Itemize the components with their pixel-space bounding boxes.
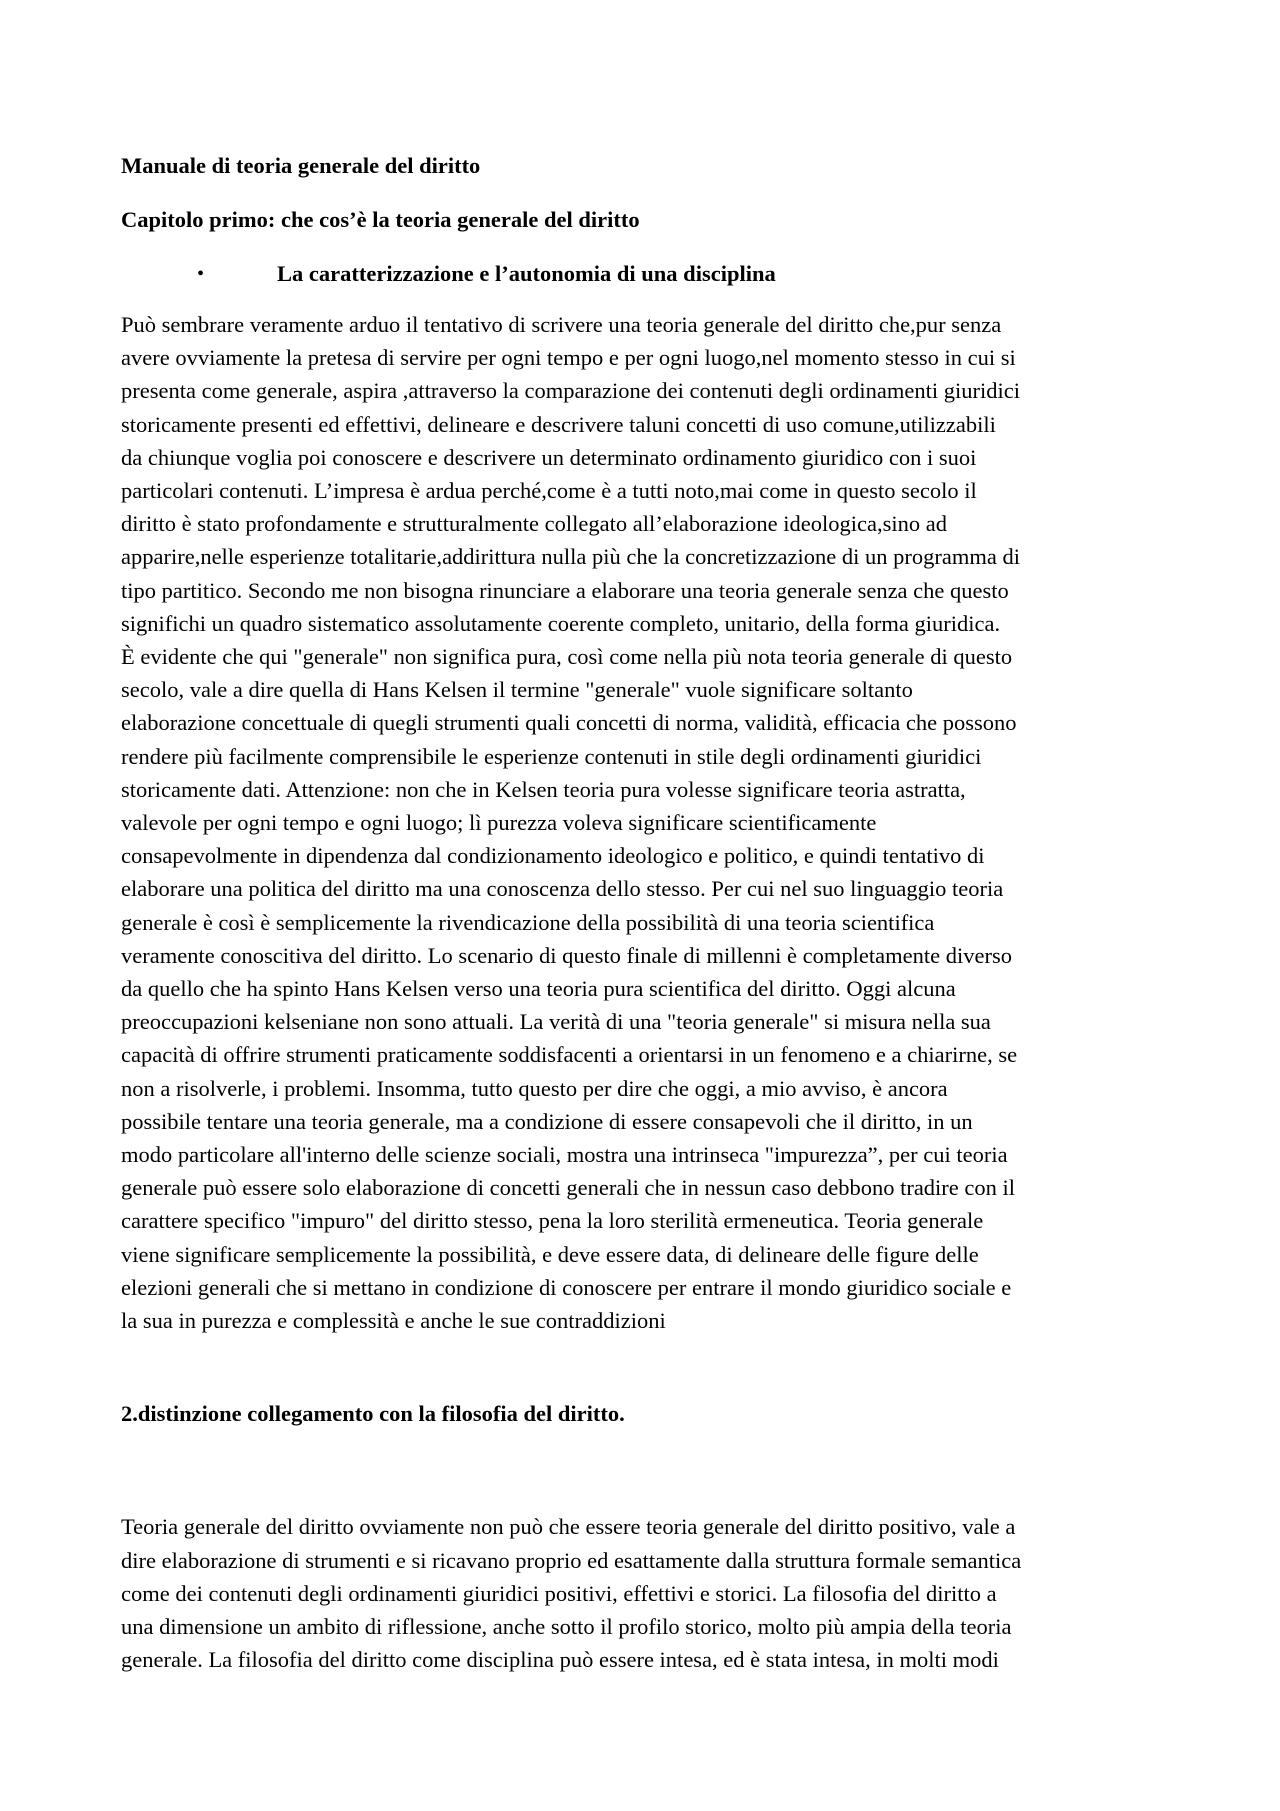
bullet-icon: • [197, 263, 205, 285]
text-line: modo particolare all'interno delle scienze sociali, mostra una intrinseca "impurezza”, per cui teoria [121, 1142, 1008, 1168]
document-title: Manuale di teoria generale del diritto [121, 153, 481, 178]
text-line: viene significare semplicemente la possibilità, e deve essere data, di delineare delle figure delle [121, 1241, 979, 1267]
text-line: da chiunque voglia poi conoscere e descrivere un determinato ordinamento giuridico con i suoi [121, 444, 977, 470]
section-2-heading: 2.distinzione collegamento con la filosofia del diritto. [121, 1401, 625, 1427]
bullet-heading: La caratterizzazione e l’autonomia di una disciplina [277, 261, 776, 286]
text-line: valevole per ogni tempo e ogni luogo; lì purezza voleva significare scientificamente [121, 810, 877, 836]
bullet-heading-row [121, 258, 1166, 290]
text-line: rendere più facilmente comprensibile le esperienze contenuti in stile degli ordinamenti giuridici [121, 743, 982, 769]
text-line: come dei contenuti degli ordinamenti giuridici positivi, effettivi e storici. La filosofia del diritto a [121, 1580, 997, 1606]
text-line: storicamente dati. Attenzione: non che in Kelsen teoria pura volesse significare teoria astratta, [121, 776, 966, 802]
text-line: consapevolmente in dipendenza dal condizionamento ideologico e politico, e quindi tentativo di [121, 843, 985, 869]
text-line: secolo, vale a dire quella di Hans Kelsen il termine "generale" vuole significare soltanto [121, 677, 913, 703]
text-line: Può sembrare veramente arduo il tentativo di scrivere una teoria generale del diritto che,pur senza [121, 312, 1002, 337]
paragraph-2 [121, 1510, 1166, 1676]
text-line: tipo partitico. Secondo me non bisogna rinunciare a elaborare una teoria generale senza che questo [121, 577, 1009, 603]
text-line: presenta come generale, aspira ,attraverso la comparazione dei contenuti degli ordinamenti giuridici [121, 378, 1021, 404]
text-line: generale. La filosofia del diritto come disciplina può essere intesa, ed è stata intesa, in molti modi [121, 1647, 999, 1673]
text-line: carattere specifico "impuro" del diritto stesso, pena la loro sterilità ermeneutica. Teoria generale [121, 1208, 984, 1234]
text-line: particolari contenuti. L’impresa è ardua perché,come è a tutti noto,mai come in questo secolo il [121, 478, 977, 504]
text-line: diritto è stato profondamente e strutturalmente collegato all’elaborazione ideologica,sino ad [121, 511, 947, 537]
text-line: una dimensione un ambito di riflessione, anche sotto il profilo storico, molto più ampia della teoria [121, 1613, 1012, 1639]
text-line: generale può essere solo elaborazione di concetti generali che in nessun caso debbono tradire con il [121, 1175, 1016, 1201]
text-line: Teoria generale del diritto ovviamente non può che essere teoria generale del diritto positivo, vale a [121, 1514, 1016, 1540]
text-line: elaborare una politica del diritto ma una conoscenza dello stesso. Per cui nel suo linguaggio teoria [121, 876, 1004, 902]
text-line: significhi un quadro sistematico assolutamente coerente completo, unitario, della forma giuridica. [121, 610, 1001, 636]
text-line: preoccupazioni kelseniane non sono attuali. La verità di una "teoria generale" si misura nella sua [121, 1009, 991, 1035]
text-line: generale è così è semplicemente la rivendicazione della possibilità di una teoria scientifica [121, 909, 935, 935]
chapter-heading: Capitolo primo: che cos’è la teoria generale del diritto [121, 207, 640, 232]
document-content [121, 150, 1166, 1676]
text-line: da quello che ha spinto Hans Kelsen verso una teoria pura scientifica del diritto. Oggi alcuna [121, 976, 956, 1002]
text-line: È evidente che qui "generale" non significa pura, così come nella più nota teoria generale di questo [121, 644, 1013, 670]
text-line: avere ovviamente la pretesa di servire per ogni tempo e per ogni luogo,nel momento stesso in cui si [121, 345, 1016, 371]
text-line: veramente conoscitiva del diritto. Lo scenario di questo finale di millenni è completamente diverso [121, 942, 1012, 968]
text-line: elaborazione concettuale di quegli strumenti quali concetti di norma, validità, efficacia che possono [121, 710, 1017, 736]
paragraph-1 [121, 308, 1166, 1337]
text-line: apparire,nelle esperienze totalitarie,addirittura nulla più che la concretizzazione di un programma di [121, 544, 1020, 570]
text-line: possibile tentare una teoria generale, ma a condizione di essere consapevoli che il diritto, in un [121, 1108, 973, 1134]
text-line: elezioni generali che si mettano in condizione di conoscere per entrare il mondo giuridico sociale e [121, 1274, 1012, 1300]
text-line: non a risolverle, i problemi. Insomma, tutto questo per dire che oggi, a mio avviso, è ancora [121, 1075, 948, 1101]
text-line: storicamente presenti ed effettivi, delineare e descrivere taluni concetti di uso comune,utilizzabili [121, 411, 996, 437]
text-line: dire elaborazione di strumenti e si ricavano proprio ed esattamente dalla struttura formale semantica [121, 1547, 1022, 1573]
text-line: capacità di offrire strumenti praticamente soddisfacenti a orientarsi in un fenomeno e a chiarirne, se [121, 1042, 1018, 1068]
text-line: la sua in purezza e complessità e anche le sue contraddizioni [121, 1308, 666, 1334]
